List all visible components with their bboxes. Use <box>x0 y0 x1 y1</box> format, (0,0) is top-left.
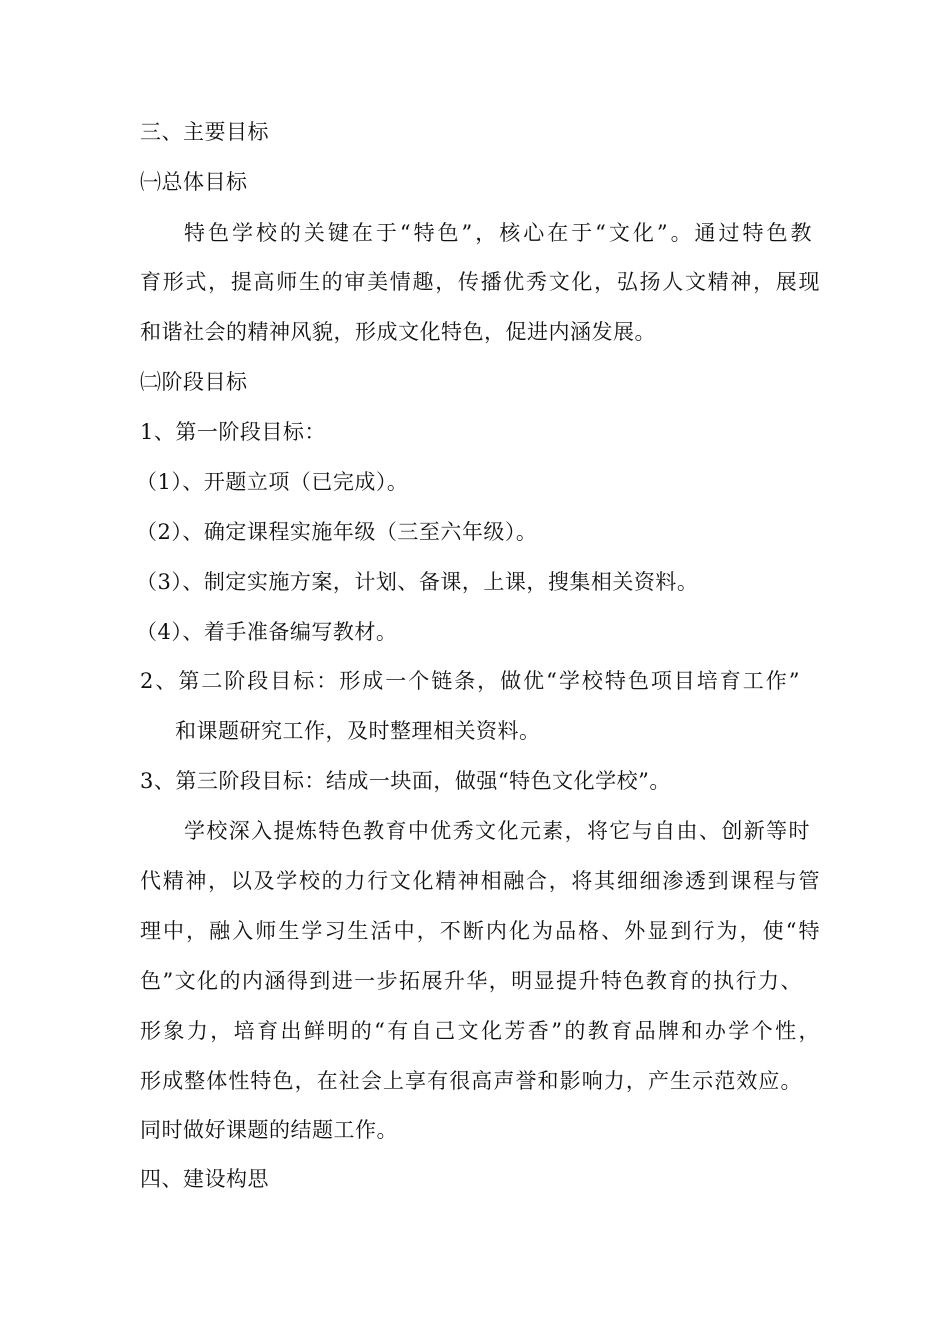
paragraph-line: 学校深入提炼特色教育中优秀文化元素，将它与自由、创新等时 <box>184 819 810 843</box>
paragraph-line: 色”文化的内涵得到进一步拓展升华，明显提升特色教育的执行力、 <box>140 969 802 993</box>
paragraph-line: 理中，融入师生学习生活中，不断内化为品格、外显到行为，使“特 <box>140 919 820 943</box>
section-heading-3: 三、主要目标 <box>140 120 269 144</box>
paragraph-line: 育形式，提高师生的审美情趣，传播优秀文化，弘扬人文精神，展现 <box>140 270 820 294</box>
stage-3-line: 3、第三阶段目标：结成一块面，做强“特色文化学校”。 <box>140 769 671 793</box>
subheading-overall-goal: ㈠总体目标 <box>140 170 248 194</box>
list-item: （1）、开题立项（已完成）。 <box>136 470 409 494</box>
list-item: （2）、确定课程实施年级（三至六年级）。 <box>136 520 538 544</box>
paragraph-line: 和谐社会的精神风貌，形成文化特色，促进内涵发展。 <box>140 320 656 344</box>
paragraph-line: 特色学校的关键在于“特色”，核心在于“文化”。通过特色教 <box>184 221 812 245</box>
stage-2-line: 2、第二阶段目标：形成一个链条，做优“学校特色项目培育工作” <box>140 669 800 693</box>
paragraph-line: 代精神，以及学校的力行文化精神相融合，将其细细渗透到课程与管 <box>140 869 820 893</box>
stage-1-heading: 1、第一阶段目标： <box>140 420 326 444</box>
paragraph-line: 同时做好课题的结题工作。 <box>140 1118 398 1142</box>
section-heading-4: 四、建设构思 <box>140 1167 269 1191</box>
subheading-stage-goal: ㈡阶段目标 <box>140 370 248 394</box>
stage-2-line: 和课题研究工作，及时整理相关资料。 <box>175 719 541 743</box>
paragraph-line: 形成整体性特色，在社会上享有很高声誉和影响力，产生示范效应。 <box>140 1069 802 1093</box>
paragraph-line: 形象力，培育出鲜明的“有自己文化芳香”的教育品牌和办学个性， <box>140 1019 820 1043</box>
list-item: （4）、着手准备编写教材。 <box>136 620 398 644</box>
list-item: （3）、制定实施方案，计划、备课，上课，搜集相关资料。 <box>136 570 699 594</box>
